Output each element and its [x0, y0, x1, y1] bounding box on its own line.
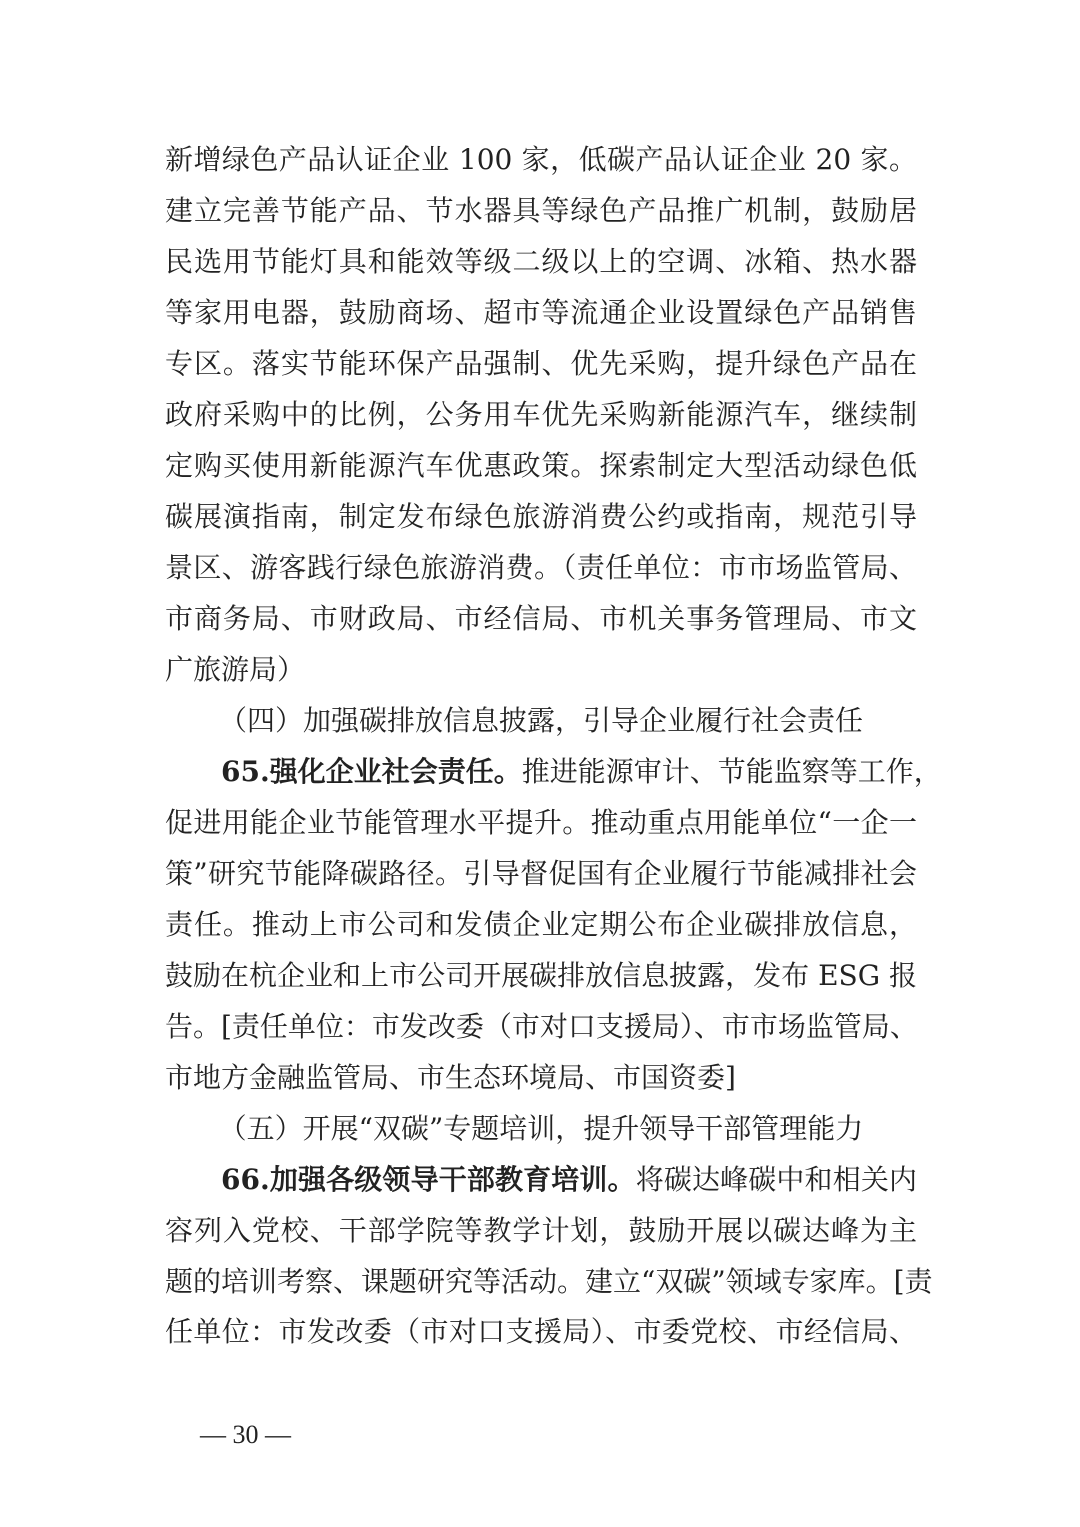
- text-line: 专区。落实节能环保产品强制、优先采购，提升绿色产品在: [165, 347, 917, 380]
- item-title: 加强各级领导干部教育培训。: [269, 1163, 636, 1196]
- text-line: 民选用节能灯具和能效等级二级以上的空调、冰箱、热水器: [165, 245, 917, 278]
- text-line: 促进用能企业节能管理水平提升。推动重点用能单位“一企一: [165, 806, 917, 839]
- text-line: 等家用电器，鼓励商场、超市等流通企业设置绿色产品销售: [165, 296, 917, 329]
- text-line: 容列入党校、干部学院等教学计划，鼓励开展以碳达峰为主: [165, 1214, 917, 1247]
- item-66-first-line: [221, 1160, 917, 1200]
- item-text: 推进能源审计、节能监察等工作，: [521, 755, 942, 788]
- text-line: 建立完善节能产品、节水器具等绿色产品推广机制，鼓励居: [165, 194, 917, 227]
- text-line: 政府采购中的比例，公务用车优先采购新能源汽车，继续制: [165, 398, 917, 431]
- text-line: 告。[责任单位：市发改委（市对口支援局）、市市场监管局、: [165, 1010, 918, 1043]
- text-line: 定购买使用新能源汽车优惠政策。探索制定大型活动绿色低: [165, 449, 917, 482]
- text-line: 市商务局、市财政局、市经信局、市机关事务管理局、市文: [165, 602, 917, 635]
- item-text: 将碳达峰碳中和相关内: [635, 1163, 917, 1196]
- text-line: 鼓励在杭企业和上市公司开展碳排放信息披露，发布 ESG 报: [165, 959, 917, 992]
- item-number: 65.: [221, 755, 270, 788]
- item-65-first-line: [221, 752, 942, 792]
- text-line: 任单位：市发改委（市对口支援局）、市委党校、市经信局、: [165, 1315, 917, 1348]
- text-line: 题的培训考察、课题研究等活动。建立“双碳”领域专家库。[责: [165, 1265, 933, 1298]
- item-number: 66.: [221, 1163, 270, 1196]
- item-title: 强化企业社会责任。: [269, 755, 522, 788]
- text-line: 景区、游客践行绿色旅游消费。（责任单位：市市场监管局、: [165, 551, 917, 584]
- section-heading-5: （五）开展“双碳”专题培训，提升领导干部管理能力: [218, 1112, 864, 1145]
- text-line: 广旅游局）: [165, 653, 306, 686]
- text-line: 策”研究节能降碳路径。引导督促国有企业履行节能减排社会: [165, 857, 917, 890]
- text-line: 责任。推动上市公司和发债企业定期公布企业碳排放信息，: [165, 908, 917, 941]
- text-line: 市地方金融监管局、市生态环境局、市国资委]: [165, 1061, 736, 1094]
- page-number: — 30 —: [200, 1420, 291, 1449]
- section-heading-4: （四）加强碳排放信息披露，引导企业履行社会责任: [218, 704, 863, 737]
- text-line: 碳展演指南，制定发布绿色旅游消费公约或指南，规范引导: [165, 500, 917, 533]
- text-line: 新增绿色产品认证企业 100 家，低碳产品认证企业 20 家。: [165, 143, 917, 176]
